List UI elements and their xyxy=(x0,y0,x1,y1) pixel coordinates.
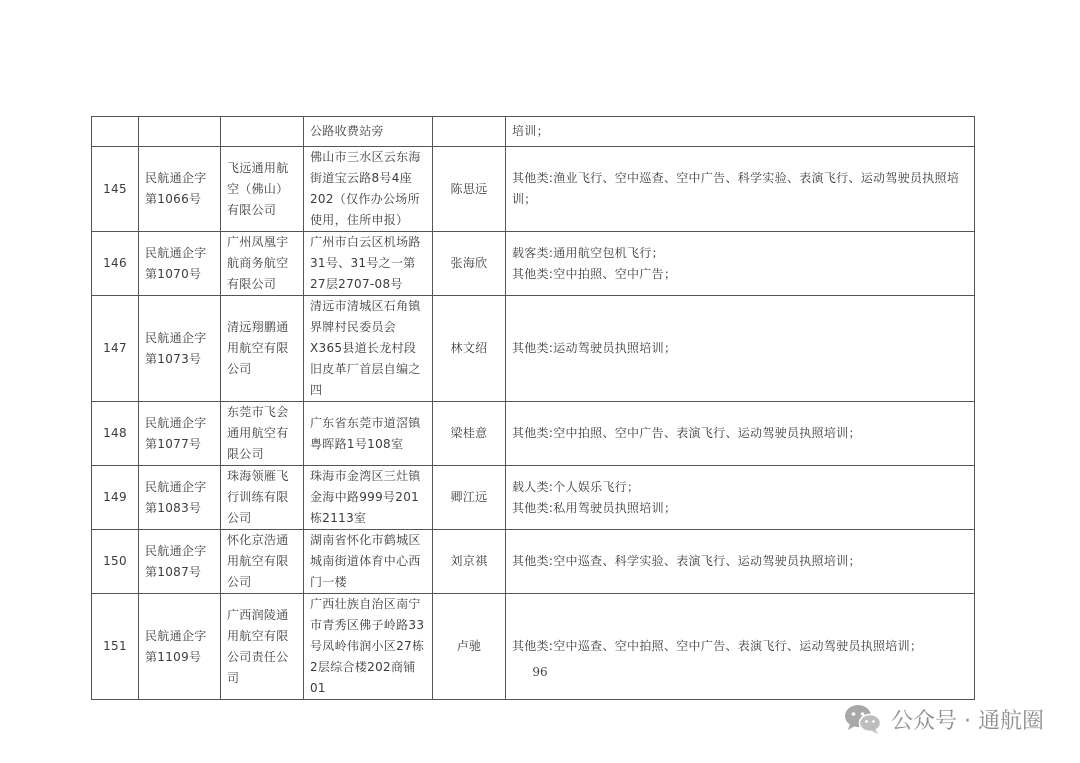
row-index-cell: 146 xyxy=(92,232,139,296)
legal-representative-cell: 梁桂意 xyxy=(433,402,506,466)
address-cell: 湖南省怀化市鹤城区城南街道体育中心西门一楼 xyxy=(304,530,433,594)
watermark xyxy=(843,702,1044,736)
business-scope-cell: 其他类:空中巡查、科学实验、表演飞行、运动驾驶员执照培训； xyxy=(506,530,975,594)
wechat-icon xyxy=(843,702,883,736)
company-name-cell: 广西润陵通用航空有限公司责任公司 xyxy=(221,594,304,700)
registry-table xyxy=(91,116,975,700)
row-index-cell: 150 xyxy=(92,530,139,594)
business-scope-cell: 载人类:个人娱乐飞行； 其他类:私用驾驶员执照培训； xyxy=(506,466,975,530)
legal-representative-cell xyxy=(433,117,506,147)
legal-representative-cell: 刘京祺 xyxy=(433,530,506,594)
company-name-cell: 东莞市飞会通用航空有限公司 xyxy=(221,402,304,466)
row-index-cell: 145 xyxy=(92,147,139,232)
row-index-cell xyxy=(92,117,139,147)
permit-number-cell: 民航通企字第1109号 xyxy=(139,594,221,700)
watermark-text: 公众号 · 通航圈 xyxy=(891,708,1044,734)
company-name-cell: 飞远通用航空（佛山）有限公司 xyxy=(221,147,304,232)
row-index-cell: 147 xyxy=(92,296,139,402)
table-row xyxy=(92,530,975,594)
company-name-cell: 清远翔鹏通用航空有限公司 xyxy=(221,296,304,402)
company-name-cell: 怀化京浩通用航空有限公司 xyxy=(221,530,304,594)
permit-number-cell: 民航通企字第1077号 xyxy=(139,402,221,466)
business-scope-cell: 其他类:运动驾驶员执照培训； xyxy=(506,296,975,402)
business-scope-cell: 载客类:通用航空包机飞行； 其他类:空中拍照、空中广告； xyxy=(506,232,975,296)
address-cell: 广西壮族自治区南宁市青秀区佛子岭路33号凤岭伟润小区27栋2层综合楼202商铺01 xyxy=(304,594,433,700)
permit-number-cell xyxy=(139,117,221,147)
address-cell: 广东省东莞市道滘镇粤晖路1号108室 xyxy=(304,402,433,466)
permit-number-cell: 民航通企字第1087号 xyxy=(139,530,221,594)
company-name-cell: 广州凤凰宇航商务航空有限公司 xyxy=(221,232,304,296)
table-row xyxy=(92,296,975,402)
row-index-cell: 151 xyxy=(92,594,139,700)
table-row xyxy=(92,147,975,232)
address-cell: 广州市白云区机场路31号、31号之一第27层2707-08号 xyxy=(304,232,433,296)
address-cell: 佛山市三水区云东海街道宝云路8号4座202（仅作办公场所使用，住所申报） xyxy=(304,147,433,232)
address-cell: 公路收费站旁 xyxy=(304,117,433,147)
address-cell: 清远市清城区石角镇界牌村民委员会X365县道长龙村段旧皮革厂首层自编之四 xyxy=(304,296,433,402)
permit-number-cell: 民航通企字第1083号 xyxy=(139,466,221,530)
page-number: 96 xyxy=(532,665,548,679)
row-index-cell: 149 xyxy=(92,466,139,530)
table-row xyxy=(92,402,975,466)
business-scope-cell: 其他类:空中巡查、空中拍照、空中广告、表演飞行、运动驾驶员执照培训； xyxy=(506,594,975,700)
legal-representative-cell: 陈思远 xyxy=(433,147,506,232)
address-cell: 珠海市金湾区三灶镇金海中路999号201栋2113室 xyxy=(304,466,433,530)
legal-representative-cell: 张海欣 xyxy=(433,232,506,296)
table-row xyxy=(92,117,975,147)
permit-number-cell: 民航通企字第1070号 xyxy=(139,232,221,296)
table-row xyxy=(92,466,975,530)
business-scope-cell: 其他类:空中拍照、空中广告、表演飞行、运动驾驶员执照培训； xyxy=(506,402,975,466)
row-index-cell: 148 xyxy=(92,402,139,466)
legal-representative-cell: 林文绍 xyxy=(433,296,506,402)
legal-representative-cell: 卢驰 xyxy=(433,594,506,700)
company-name-cell: 珠海领雁飞行训练有限公司 xyxy=(221,466,304,530)
table-row xyxy=(92,232,975,296)
permit-number-cell: 民航通企字第1073号 xyxy=(139,296,221,402)
business-scope-cell: 培训； xyxy=(506,117,975,147)
legal-representative-cell: 卿江远 xyxy=(433,466,506,530)
permit-number-cell: 民航通企字第1066号 xyxy=(139,147,221,232)
table-row xyxy=(92,594,975,700)
company-name-cell xyxy=(221,117,304,147)
business-scope-cell: 其他类:渔业飞行、空中巡查、空中广告、科学实验、表演飞行、运动驾驶员执照培训； xyxy=(506,147,975,232)
